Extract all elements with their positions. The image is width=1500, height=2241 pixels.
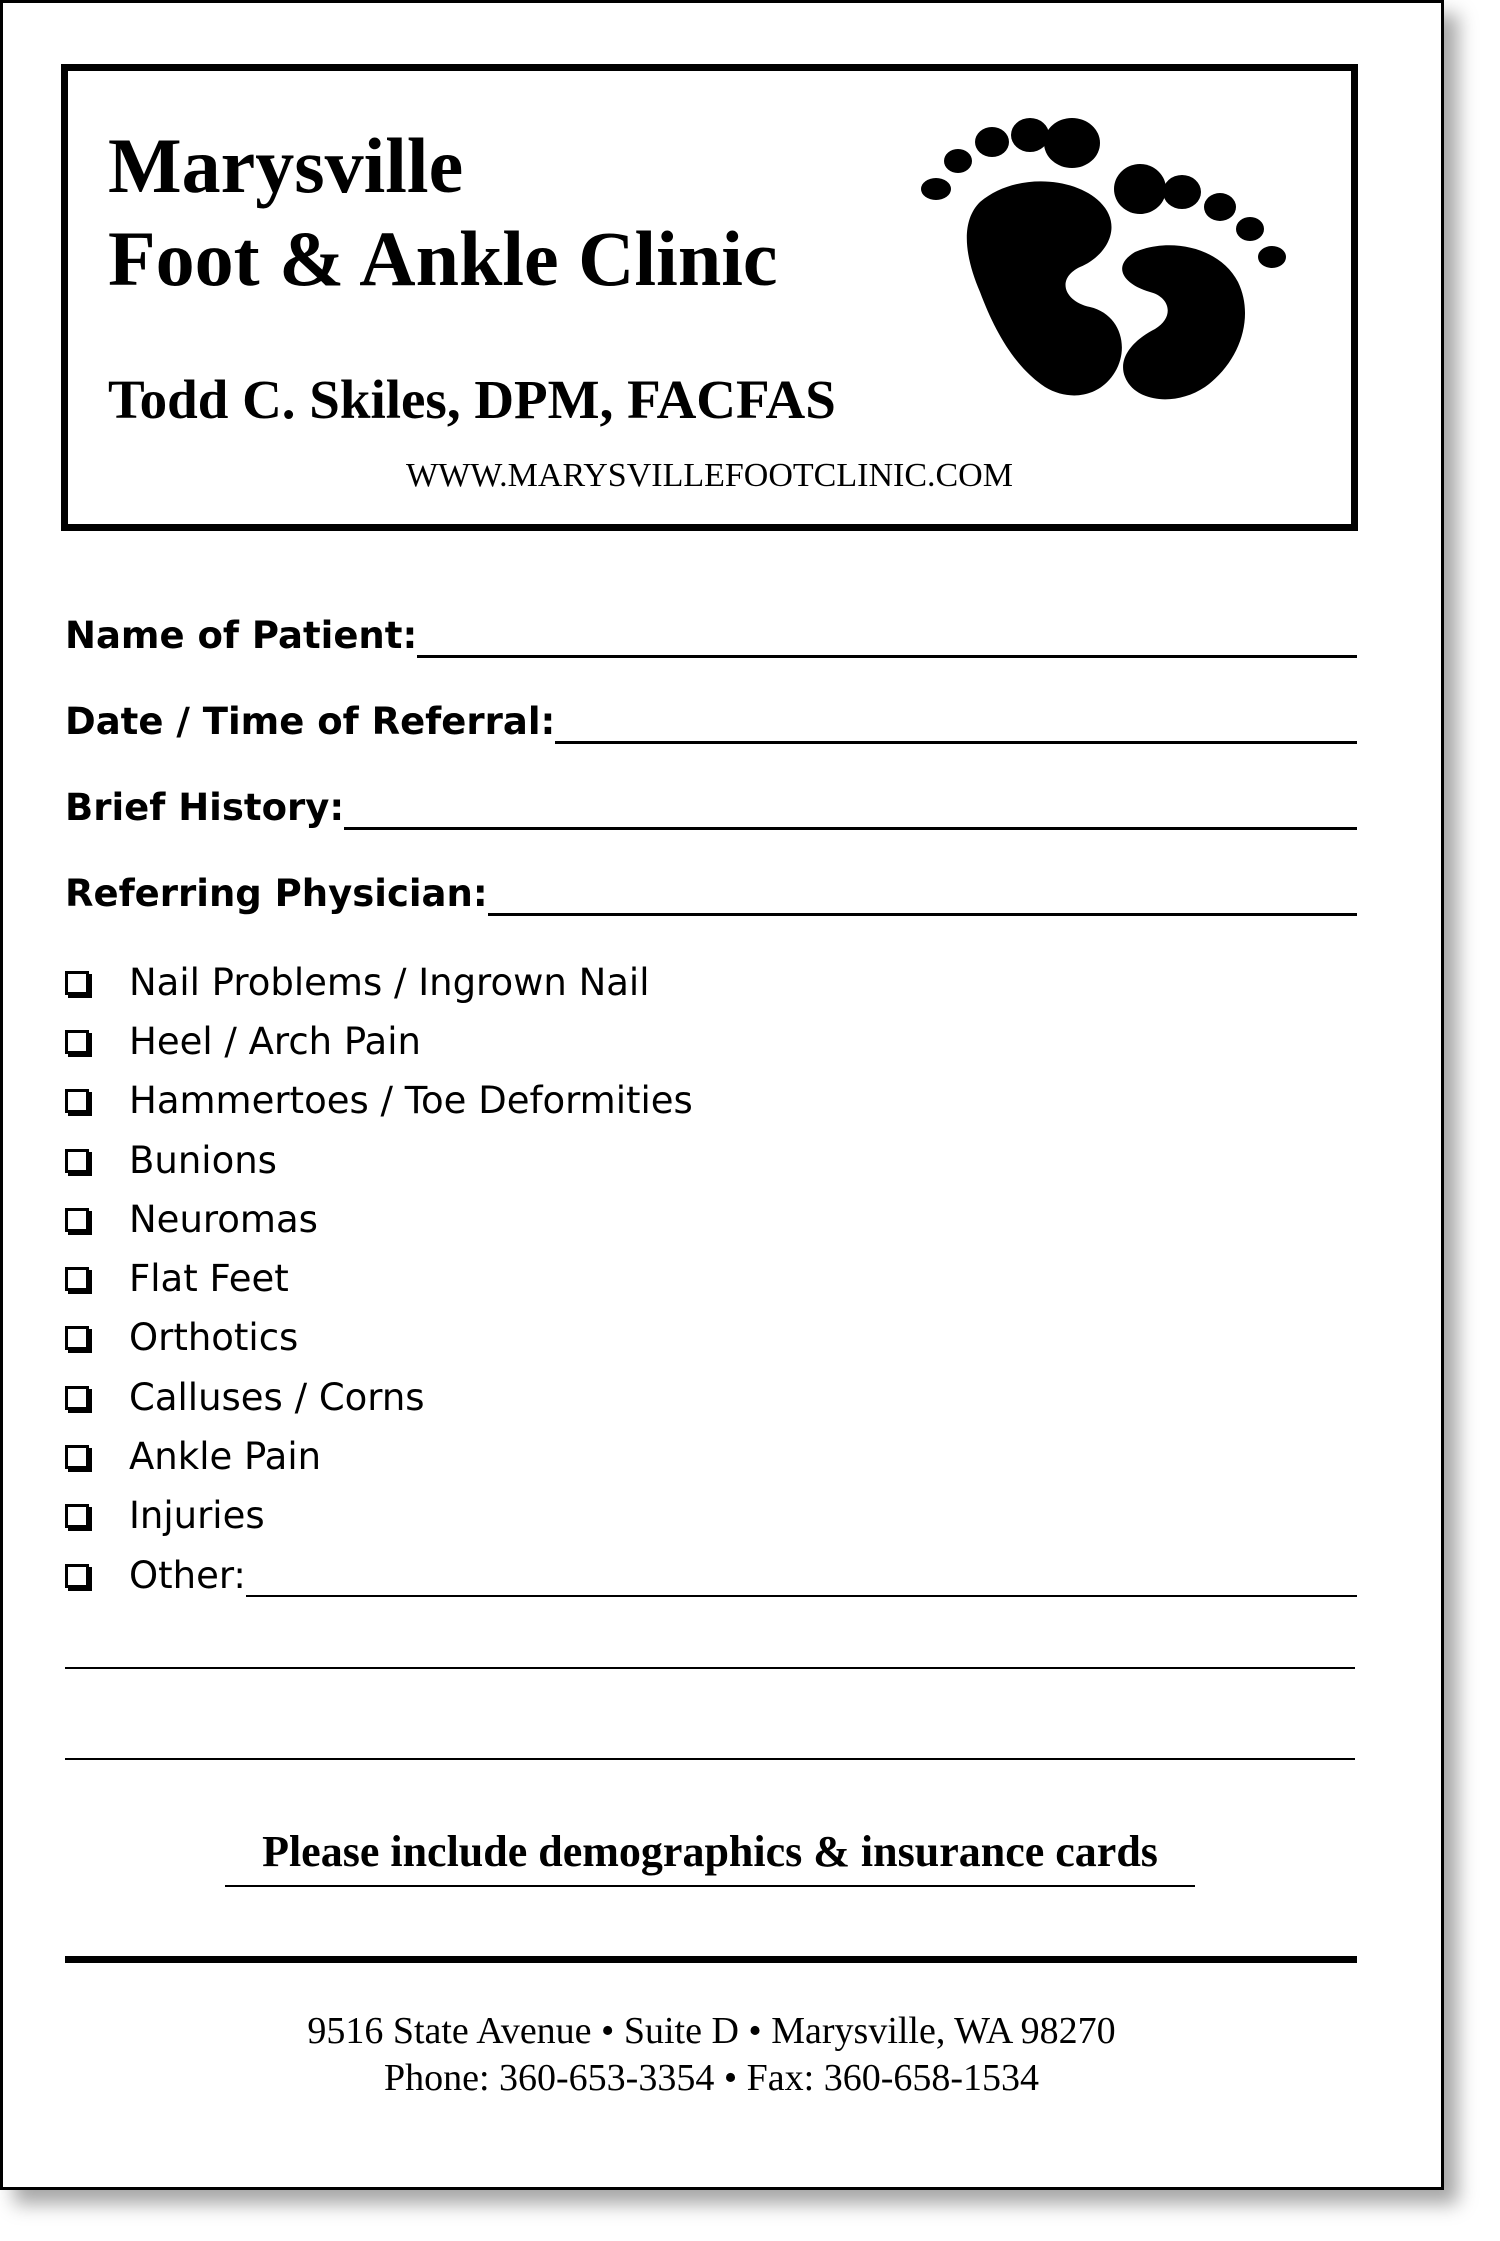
checkbox[interactable] <box>65 1208 89 1232</box>
checklist-item[interactable] <box>65 1309 1357 1368</box>
checklist-label: Bunions <box>129 1138 277 1182</box>
checklist-item[interactable] <box>65 1131 1357 1190</box>
checklist-label: Neuromas <box>129 1197 318 1241</box>
checklist-label: Nail Problems / Ingrown Nail <box>129 960 650 1004</box>
checklist-item[interactable] <box>65 1368 1357 1427</box>
checkbox[interactable] <box>65 1267 89 1291</box>
write-line[interactable] <box>555 741 1357 744</box>
field-label: Referring Physician: <box>65 872 488 915</box>
right-foot-icon <box>1114 164 1286 399</box>
checkbox[interactable] <box>65 1445 89 1469</box>
blank-write-line[interactable] <box>65 1758 1355 1760</box>
checklist-label: Flat Feet <box>129 1257 289 1301</box>
checkbox[interactable] <box>65 1326 89 1350</box>
checklist-label: Calluses / Corns <box>129 1375 425 1419</box>
checklist-label: Injuries <box>129 1494 265 1538</box>
checkbox[interactable] <box>65 1386 89 1410</box>
checklist-label: Heel / Arch Pain <box>129 1019 421 1063</box>
blank-write-line[interactable] <box>65 1667 1355 1669</box>
write-line[interactable] <box>417 655 1357 658</box>
checklist-item[interactable] <box>65 1427 1357 1486</box>
checkbox[interactable] <box>65 1564 89 1588</box>
footprints-icon <box>920 117 1300 402</box>
checklist-label: Other: <box>129 1553 246 1597</box>
left-foot-icon <box>921 118 1122 395</box>
field-label: Brief History: <box>65 786 345 829</box>
checkbox[interactable] <box>65 1030 89 1054</box>
checklist-item-other[interactable] <box>65 1546 1357 1605</box>
field-label: Name of Patient: <box>65 614 418 657</box>
checklist-item[interactable] <box>65 1190 1357 1249</box>
checkbox[interactable] <box>65 1504 89 1528</box>
checklist-item[interactable] <box>65 1487 1357 1546</box>
insurance-notice: Please include demographics & insurance cards <box>225 1825 1195 1887</box>
brief-history-field[interactable] <box>65 780 1357 830</box>
checklist-item[interactable] <box>65 1072 1357 1131</box>
checklist-item[interactable] <box>65 1012 1357 1071</box>
write-line[interactable] <box>344 827 1357 830</box>
clinic-address: 9516 State Avenue • Suite D • Marysville, WA 98270 <box>307 2010 1116 2052</box>
checklist-label: Orthotics <box>129 1316 299 1360</box>
divider <box>65 1956 1357 1963</box>
checklist-item[interactable] <box>65 1249 1357 1308</box>
checkbox[interactable] <box>65 1149 89 1173</box>
write-line[interactable] <box>488 913 1357 916</box>
clinic-website: WWW.MARYSVILLEFOOTCLINIC.COM <box>406 457 1013 494</box>
clinic-footer <box>3 2008 1420 2102</box>
doctor-name: Todd C. Skiles, DPM, FACFAS <box>108 369 836 430</box>
referral-date-field[interactable] <box>65 694 1357 744</box>
checklist-label: Ankle Pain <box>129 1435 322 1479</box>
patient-name-field[interactable] <box>65 608 1357 658</box>
checklist-item[interactable] <box>65 953 1357 1012</box>
checkbox[interactable] <box>65 1089 89 1113</box>
clinic-header <box>61 64 1358 531</box>
checkbox[interactable] <box>65 971 89 995</box>
condition-checklist <box>65 953 1357 1605</box>
referring-physician-field[interactable] <box>65 866 1357 916</box>
field-label: Date / Time of Referral: <box>65 700 556 743</box>
other-write-line[interactable] <box>246 1595 1357 1597</box>
checklist-label: Hammertoes / Toe Deformities <box>129 1079 693 1123</box>
clinic-contact: Phone: 360-653-3354 • Fax: 360-658-1534 <box>383 2057 1040 2099</box>
clinic-name: Marysville Foot & Ankle Clinic <box>108 122 778 302</box>
